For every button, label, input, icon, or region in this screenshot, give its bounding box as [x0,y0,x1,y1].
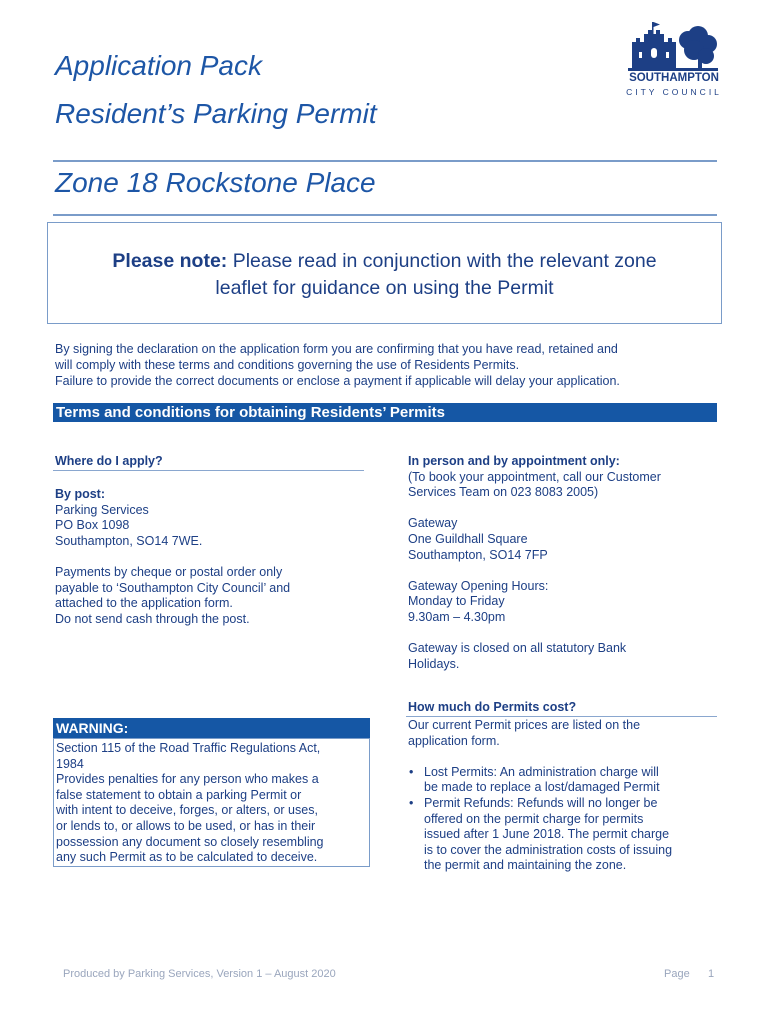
payment-line: attached to the application form. [55,596,233,611]
bullet-line: the permit and maintaining the zone. [424,858,627,873]
warning-line: with intent to deceive, forges, or alters, or uses, [56,803,318,818]
warning-line: any such Permit as to be calculated to deceive. [56,850,318,865]
closed-line: Gateway is closed on all statutory Bank [408,641,627,656]
intro-line: will comply with these terms and conditions governing the use of Residents Permits. [55,358,520,372]
closed-line: Holidays. [408,656,460,671]
bullet-line: is to cover the administration costs of issuing [424,842,673,857]
council-logo [622,18,726,100]
bullet-line: • Lost Permits: An administration charge will [424,764,659,779]
header-divider [53,160,717,162]
payment-line: Payments by cheque or postal order only [55,564,283,579]
gateway-line: Gateway [408,516,458,531]
warning-header: WARNING: [53,718,370,738]
by-post-section [55,487,365,627]
payment-line: payable to ‘Southampton City Council’ and [55,580,291,595]
footer-produced: Produced by Parking Services, Version 1 – August 2020 [63,968,336,980]
castle-tree-icon [622,18,726,74]
bullet-lost-permits [408,765,720,796]
section-title-bar: Terms and conditions for obtaining Residents’ Permits [53,403,717,422]
cost-text-line: application form. [408,733,500,748]
footer-page-number: 1 [708,968,715,980]
in-person-section [408,454,718,672]
intro-paragraph [55,341,720,389]
cost-heading: How much do Permits cost? [408,700,577,714]
intro-line: By signing the declaration on the application form you are confirming that you have read, retained and [55,342,618,356]
warning-line: or lends to, or allows to be used, or has in their [56,818,316,833]
zone-title: Zone 18 Rockstone Place [55,167,376,198]
address-line: PO Box 1098 [55,518,130,533]
cost-bullet-list [408,765,720,874]
hours-line: Monday to Friday [408,594,505,609]
warning-box [53,738,370,867]
bullet-line: offered on the permit charge for permits [424,811,644,826]
bullet-line: issued after 1 June 2018. The permit charge [424,827,670,842]
by-post-heading: By post: [55,487,105,501]
payment-line: Do not send cash through the post. [55,611,250,626]
warning-line: Section 115 of the Road Traffic Regulations Act, [56,741,321,755]
cost-body [408,718,720,874]
intro-line: Failure to provide the correct documents or enclose a payment if applicable will delay your application. [55,374,620,388]
where-apply-section [55,454,365,470]
address-line: Parking Services [55,502,149,517]
zone-divider [53,214,717,216]
gateway-line: Southampton, SO14 7FP [408,547,548,562]
booking-line: Services Team on 023 8083 2005) [408,485,599,500]
warning-line: possession any document so closely resembling [56,834,324,849]
hours-line: 9.30am – 4.30pm [408,609,506,624]
cost-text-line: Our current Permit prices are listed on the [408,718,641,732]
warning-line: 1984 [56,756,84,771]
address-line: Southampton, SO14 7WE. [55,533,203,548]
please-note-box [47,222,722,324]
bullet-line: be made to replace a lost/damaged Permit [424,780,660,795]
booking-line: (To book your appointment, call our Customer [408,469,661,484]
bullet-line: • Permit Refunds: Refunds will no longer be [424,795,658,810]
warning-line: Provides penalties for any person who makes a [56,772,319,787]
gateway-line: One Guildhall Square [408,531,528,546]
note-line-1 [48,250,721,273]
footer-page-label: Page [664,968,690,980]
note-line-2: leaflet for guidance on using the Permit [215,277,554,299]
note-text-1: Please read in conjunction with the relevant zone [227,250,657,272]
where-apply-heading: Where do I apply? [55,454,163,468]
pack-title: Application Pack [55,50,263,81]
permit-title: Resident’s Parking Permit [55,98,377,129]
bullet-permit-refunds [408,796,720,874]
warning-line: false statement to obtain a parking Permit or [56,787,302,802]
note-label: Please note: [112,250,228,272]
logo-wordmark: SOUTHAMPTON [629,72,719,84]
logo-subtitle: CITY COUNCIL [626,87,722,97]
cost-section [408,700,718,716]
hours-line: Gateway Opening Hours: [408,578,549,593]
where-apply-underline [53,470,364,471]
cost-underline [406,716,717,717]
in-person-heading: In person and by appointment only: [408,454,620,468]
